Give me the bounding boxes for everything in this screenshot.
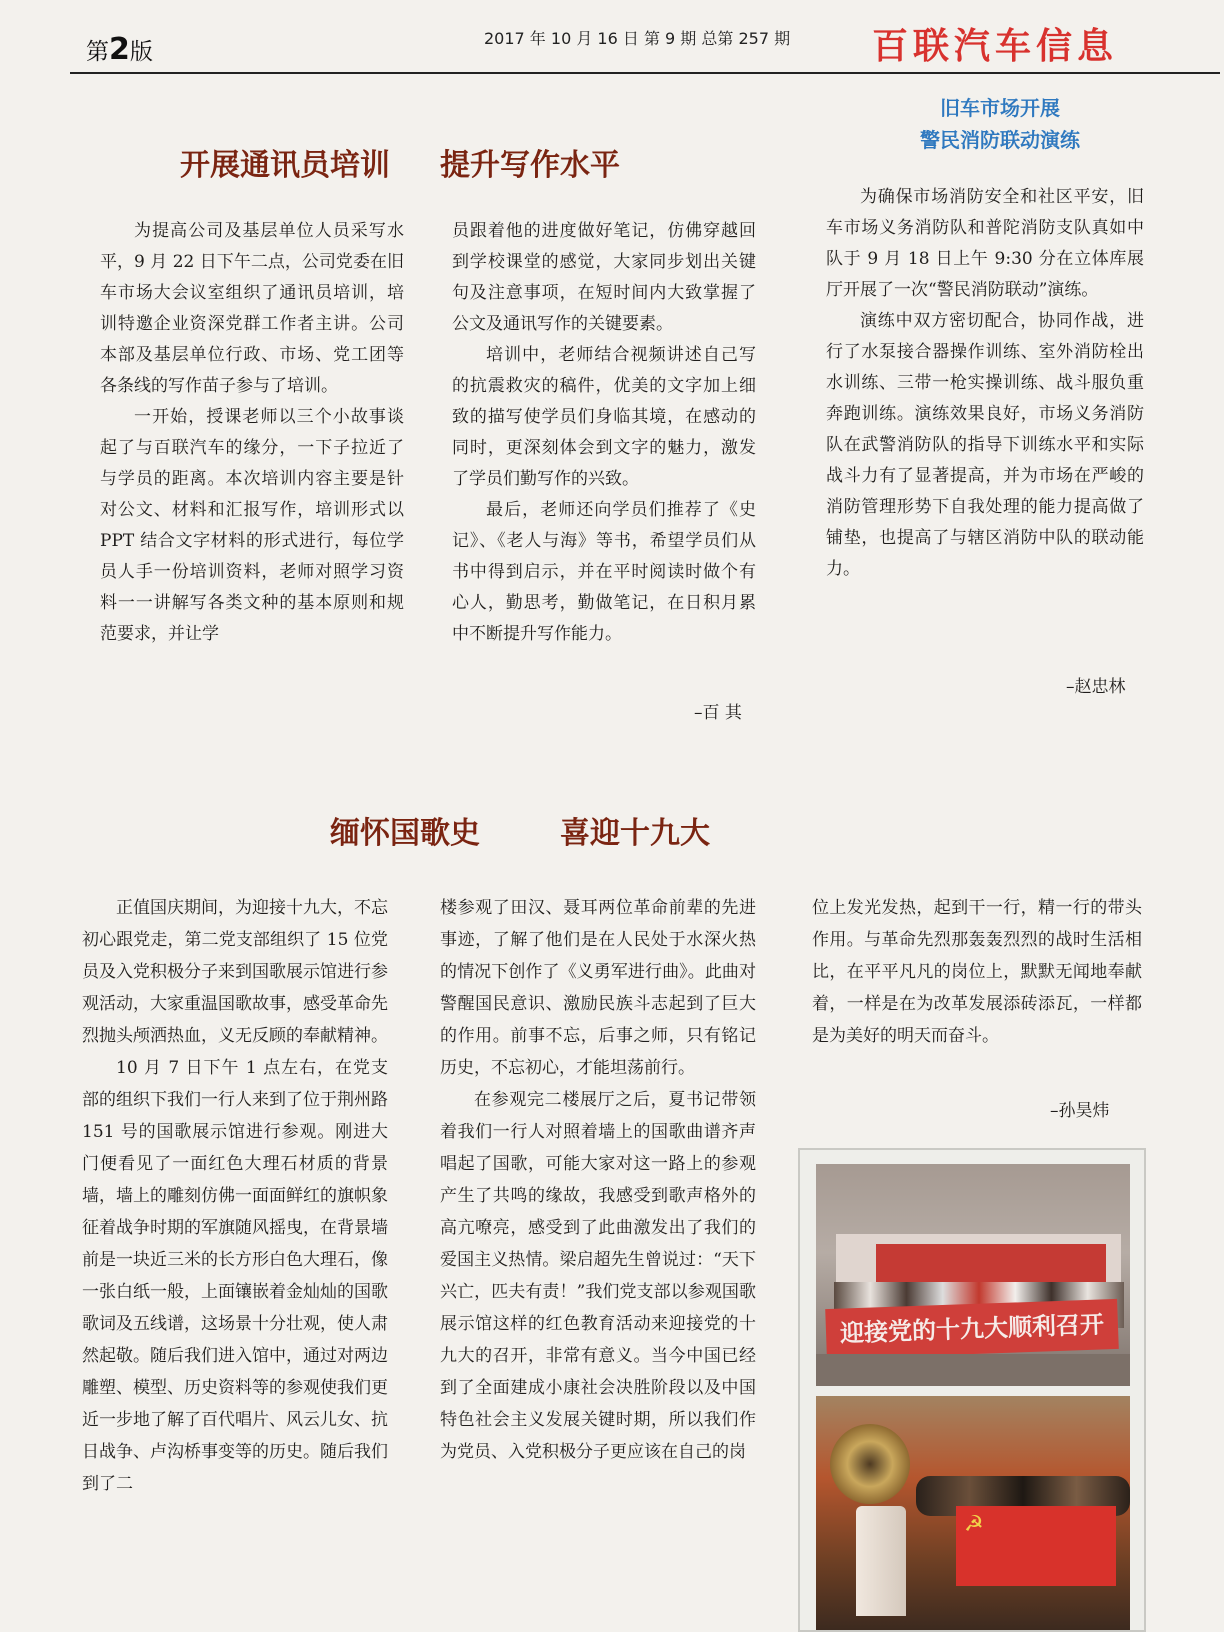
article2-paragraph: 位上发光发热，起到干一行，精一行的带头作用。与革命先烈那轰轰烈烈的战时生活相比，在平平凡凡的岗位上，默默无闻地奉献着，一样是在为改革发展添砖添瓦，一样都是为美好的明天而奋斗。 [812,898,1142,1046]
page-number-label [86,32,153,67]
article1-title-part2: 提升写作水平 [440,148,620,183]
article1-title-part1: 开展通讯员培训 [180,148,390,183]
article2-column-3 [812,892,1142,1052]
photo-banner-text: 迎接党的十九大顺利召开 [825,1299,1119,1359]
article1-paragraph: 员跟着他的进度做好笔记，仿佛穿越回到学校课堂的感觉，大家同步划出关键句及注意事项，在短时间内大致掌握了公文及通讯写作的关键要素。 [452,221,756,334]
article1-paragraph: 最后，老师还向学员们推荐了《史记》、《老人与海》等书，希望学员们从书中得到启示，并在平时阅读时做个有心人，勤思考，勤做笔记，在日积月累中不断提升写作能力。 [452,500,756,644]
article1-column-2 [452,216,756,650]
group-photo-banner [816,1164,1130,1386]
page-suffix: 版 [129,39,153,65]
sidebar-paragraph: 演练中双方密切配合，协同作战，进行了水泵接合器操作训练、室外消防栓出水训练、三带一枪实操训练、战斗服负重奔跑训练。演练效果良好，市场义务消防队在武警消防队的指导下训练水平和实际战斗力有了显著提高，并为市场在严峻的消防管理形势下自我处理的能力提高做了铺垫，也提高了与辖区消防中队的联动能力。 [826,311,1144,579]
article2-paragraph: 楼参观了田汉、聂耳两位革命前辈的先进事迹，了解了他们是在人民处于水深火热的情况下创作了《义勇军进行曲》。此曲对警醒国民意识、激励民族斗志起到了巨大的作用。前事不忘，后事之师，只有铭记历史，不忘初心，才能坦荡前行。 [440,898,756,1078]
article2-paragraph: 正值国庆期间，为迎接十九大，不忘初心跟党走，第二党支部组织了 15 位党员及入党积极分子来到国歌展示馆进行参观活动，大家重温国歌故事，感受革命先烈抛头颅洒热血，义无反顾的奉献精神。 [82,898,388,1046]
article2-paragraph: 在参观完二楼展厅之后，夏书记带领着我们一行人对照着墙上的国歌曲谱齐声唱起了国歌，可能大家对这一路上的参观产生了共鸣的缘故，我感受到歌声格外的高亢嘹亮，感受到了此曲激发出了我们的爱国主义热情。梁启超先生曾说过：“天下兴亡，匹夫有责！”我们党支部以参观国歌展示馆这样的红色教育活动来迎接党的十九大的召开，非常有意义。当今中国已经到了全面建成小康社会决胜阶段以及中国特色社会主义发展关键时期，所以我们作为党员、入党积极分子更应该在自己的岗 [440,1090,756,1462]
article2-title-part1: 缅怀国歌史 [330,816,480,851]
article2-title-part2: 喜迎十九大 [560,816,710,851]
photo-frame [798,1148,1146,1632]
gramophone-image [830,1424,910,1504]
header-divider [70,72,1220,74]
article2-title [330,808,710,852]
article1-byline: –百 其 [694,703,742,723]
article1-paragraph: 一开始，授课老师以三个小故事谈起了与百联汽车的缘分，一下子拉近了与学员的距离。本次培训内容主要是针对公文、材料和汇报写作，培训形式以 PPT 结合文字材料的形式进行，每位学员人手一份培训资料，老师对照学习资料一一讲解写各类文种的基本原则和规范要求，并让学 [100,407,404,644]
article2-byline: –孙昊炜 [1050,1101,1110,1121]
sidebar-paragraph: 为确保市场消防安全和社区平安，旧车市场义务消防队和普陀消防支队真如中队于 9 月 18 日上午 9:30 分在立体库展厅开展了一次“警民消防联动”演练。 [826,187,1144,300]
sidebar-title [840,92,1160,156]
issue-info: 2017 年 10 月 16 日 第 9 期 总第 257 期 [484,29,791,48]
sidebar-title-line1: 旧车市场开展 [940,96,1060,120]
article1-column-1 [100,216,404,650]
article2-paragraph: 10 月 7 日下午 1 点左右，在党支部的组织下我们一行人来到了位于荆州路 151 号的国歌展示馆进行参观。刚进大门便看见了一面红色大理石材质的背景墙，墙上的雕刻仿佛一面面鲜红的旗帜象征着战争时期的军旗随风摇曳，在背景墙前是一块近三米的长方形白色大理石，像一张白纸一般，上面镶嵌着金灿灿的国歌歌词及五线谱，这场景十分壮观，使人肃然起敬。随后我们进入馆中，通过对两边雕塑、模型、历史资料等的参观使我们更近一步地了解了百代唱片、风云儿女、抗日战争、卢沟桥事变等的历史。随后我们到了二 [82,1058,388,1494]
article1-paragraph: 为提高公司及基层单位人员采写水平，9 月 22 日下午二点，公司党委在旧车市场大会议室组织了通讯员培训，培训特邀企业资深党群工作者主讲。公司本部及基层单位行政、市场、党工团等各条线的写作苗子参与了培训。 [100,221,404,396]
page-prefix: 第 [86,39,109,65]
group-photo-exhibit [816,1396,1130,1630]
article2-column-1 [82,892,388,1500]
hammer-sickle-icon: ☭ [964,1512,984,1537]
display-stand [856,1506,906,1616]
article2-column-2 [440,892,756,1468]
sidebar-column [826,182,1144,585]
article1-title [180,140,620,184]
masthead: 百联汽车信息 [872,26,1119,67]
party-flag [956,1506,1116,1586]
article1-paragraph: 培训中，老师结合视频讲述自己写的抗震救灾的稿件，优美的文字加上细致的描写使学员们身临其境，在感动的同时，更深刻体会到文字的魅力，激发了学员们勤写作的兴致。 [452,345,756,489]
sidebar-title-line2: 警民消防联动演练 [920,128,1080,152]
sidebar-byline: –赵忠林 [1066,677,1126,697]
page-number: 2 [109,32,130,67]
